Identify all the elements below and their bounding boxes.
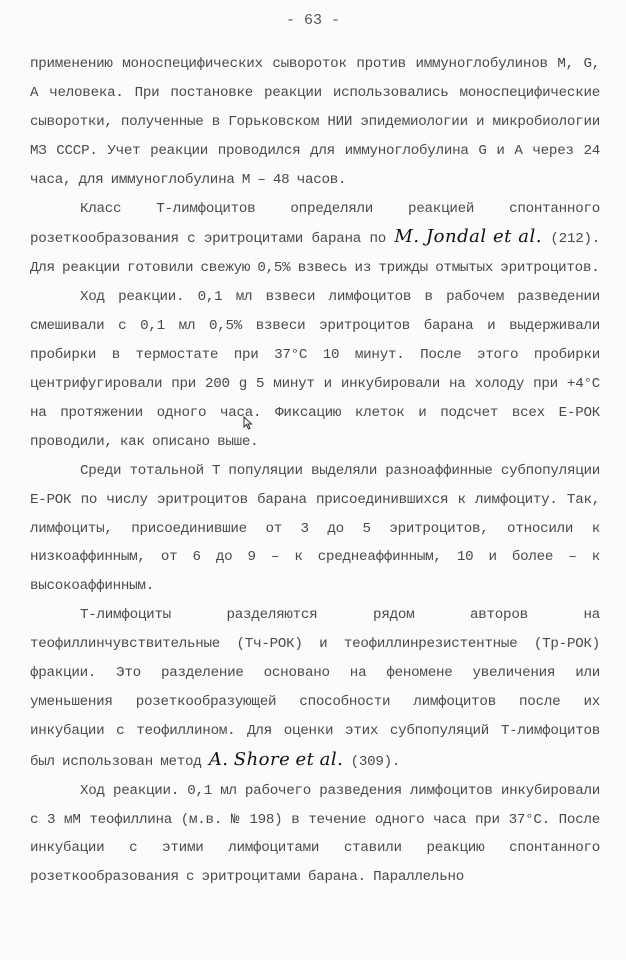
paragraph-2	[30, 195, 600, 284]
paragraph-5-after: (309).	[343, 753, 401, 770]
body-text	[30, 50, 600, 892]
paragraph-4: Среди тотальной Т популяции выделяли разноаффинные субпопуляции Е-РОК по числу эритроцитов барана присоединившихся к лимфоциту. Так, лимфоциты, присоединившие от 3 до 5 эритроцитов, относили к низкоаффинным, от 6 до 9 – к среднеаффинным, 10 и более – к высокоаффинным.	[30, 462, 600, 595]
paragraph-6: Ход реакции. 0,1 мл рабочего разведения лимфоцитов инкубировали с 3 мМ теофиллина (м.в. № 198) в течение одного часа при 37°С. После инкубации с этими лимфоцитами ставили реакцию спонтанного розеткообразования с эритроцитами барана. Параллельно	[30, 782, 600, 886]
paragraph-1: применению моноспецифических сывороток против иммуноглобулинов M, G, A человека. При постановке реакции использовались моноспецифические сыворотки, полученные в Горьковском НИИ эпидемиологии и микробиологии МЗ СССР. Учет реакции проводился для иммуноглобулина G и A через 24 часа, для иммуноглобулина M – 48 часов.	[30, 56, 600, 188]
handwritten-citation-jondal: M. Jondal et al.	[394, 226, 542, 248]
paragraph-2-after: (212). Для реакции готовили свежую 0,5% взвесь из трижды отмытых эритроцитов.	[30, 231, 600, 277]
page-number: - 63 -	[285, 12, 340, 29]
mouse-cursor-icon	[243, 416, 253, 430]
paragraph-5	[30, 601, 600, 776]
paragraph-2-before: Класс Т-лимфоцитов определяли реакцией спонтанного розеткообразования с эритроцитами барана по	[30, 200, 600, 248]
handwritten-citation-shore: A. Shore et al.	[208, 748, 344, 770]
paragraph-3: Ход реакции. 0,1 мл взвеси лимфоцитов в рабочем разведении смешивали с 0,1 мл 0,5% взвеси эритроцитов барана и выдерживали пробирки в термостате при 37°С 10 минут. После этого пробирки центрифугировали при 200 g 5 минут и инкубировали на холоду при +4°С на протяжении одного часа. Фиксацию клеток и подсчет всех Е-РОК проводили, как описано выше.	[30, 289, 600, 450]
paragraph-5-before: Т-лимфоциты разделяются рядом авторов на теофиллинчувствительные (Tч-РОК) и теофиллинрезистентные (Тр-РОК) фракции. Это разделение основано на феномене увеличения или уменьшения розеткообразующей способности лимфоцитов после их инкубации с теофиллином. Для оценки этих субпопуляций Т-лимфоцитов был использован метод	[30, 607, 600, 770]
